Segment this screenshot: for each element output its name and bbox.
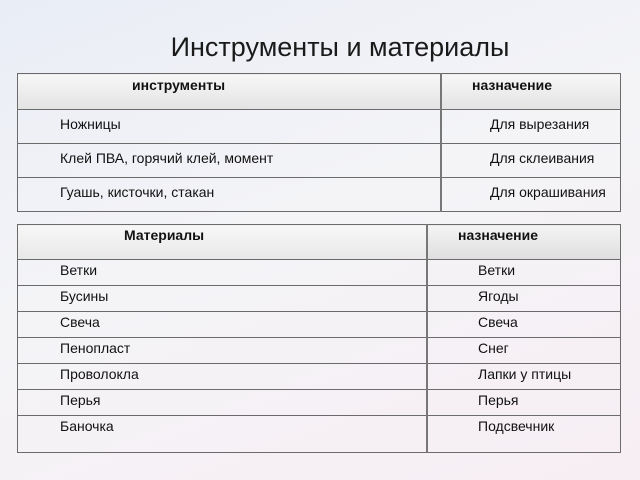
cell-text: Перья [478,392,519,408]
cell-text: Проволокла [60,366,139,382]
cell-text: Ветки [478,262,516,278]
purpose-cell [441,110,621,144]
column-header-materials [18,225,428,260]
material-cell [18,286,428,312]
table-header-row [18,225,621,260]
cell-text: Клей ПВА, горячий клей, момент [60,150,274,166]
cell-text: Пенопласт [60,340,131,356]
purpose-cell [441,178,621,212]
purpose-cell [427,286,621,312]
material-cell [18,416,428,453]
table-row [18,416,621,453]
purpose-cell [427,260,621,286]
tools-table [17,73,621,212]
column-header-purpose [427,225,621,260]
cell-text: Ножницы [60,116,121,132]
header-label: Материалы [124,227,205,243]
cell-text: Бусины [60,288,109,304]
cell-text: Лапки у птицы [478,366,572,382]
cell-text: Гуашь, кисточки, стакан [60,184,215,200]
cell-text: Ягоды [478,288,519,304]
materials-table [17,224,621,453]
material-cell [18,364,428,390]
material-cell [18,312,428,338]
purpose-cell [427,338,621,364]
purpose-cell [427,416,621,453]
cell-text: Свеча [60,314,100,330]
cell-text: Подсвечник [478,418,555,434]
cell-text: Свеча [478,314,518,330]
material-cell [18,260,428,286]
cell-text: Для окрашивания [490,184,606,200]
material-cell [18,338,428,364]
table-row [18,260,621,286]
table-row [18,364,621,390]
column-header-purpose [441,74,621,110]
table-row [18,178,621,212]
cell-text: Для склеивания [490,150,595,166]
table-row [18,144,621,178]
purpose-cell [427,390,621,416]
cell-text: Перья [60,392,101,408]
header-label: назначение [458,227,539,243]
material-cell [18,390,428,416]
column-header-tools [18,74,442,110]
purpose-cell [441,144,621,178]
purpose-cell [427,312,621,338]
tool-cell [18,110,442,144]
tool-cell [18,178,442,212]
cell-text: Ветки [60,262,98,278]
table-header-row [18,74,621,110]
table-row [18,390,621,416]
header-label: инструменты [132,77,226,93]
table-row [18,286,621,312]
header-label: назначение [472,77,553,93]
purpose-cell [427,364,621,390]
table-row [18,110,621,144]
tool-cell [18,144,442,178]
page-title: Инструменты и материалы [170,32,510,62]
cell-text: Для вырезания [490,116,590,132]
table-row [18,338,621,364]
cell-text: Снег [478,340,509,356]
table-row [18,312,621,338]
cell-text: Баночка [60,418,114,434]
